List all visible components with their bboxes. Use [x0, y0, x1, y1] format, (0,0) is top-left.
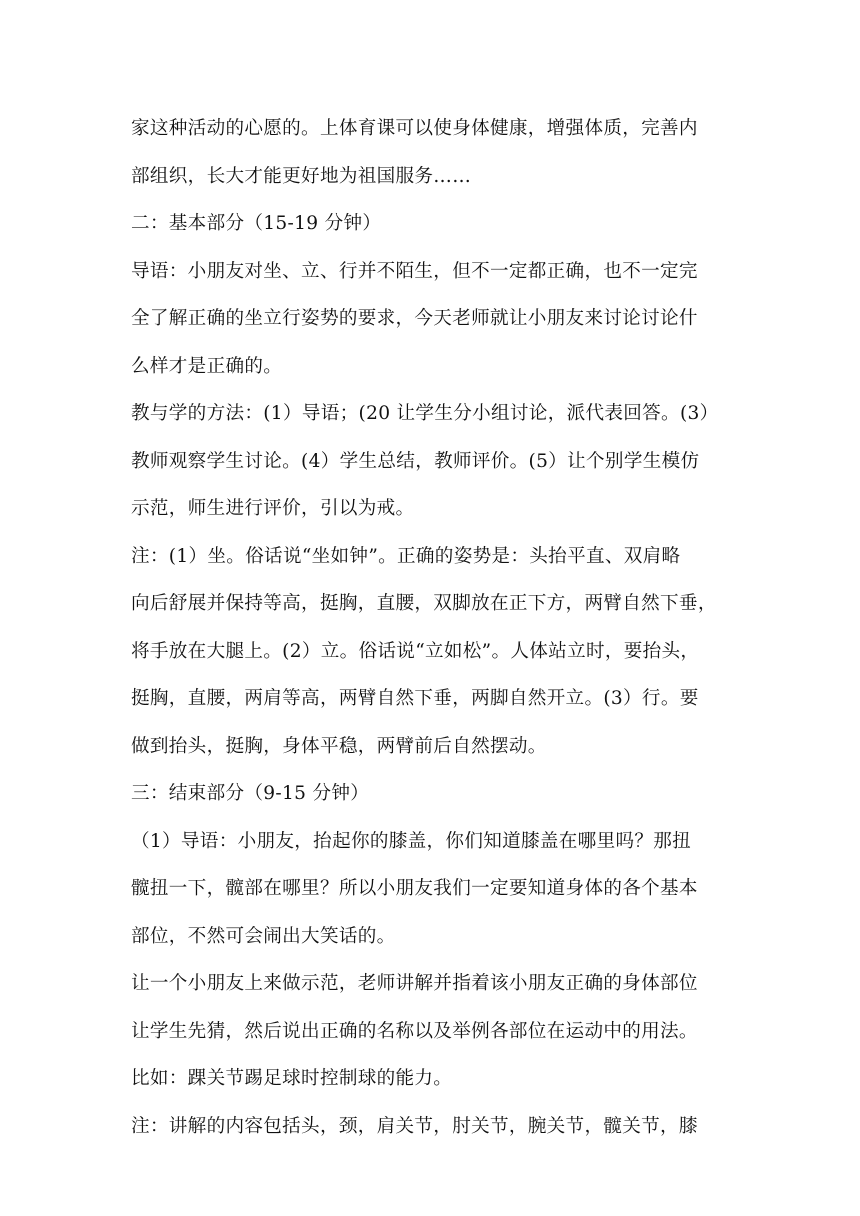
text-line: 部组织，长大才能更好地为祖国服务…… — [131, 165, 472, 187]
text-line: 注：(1）坐。俗话说“坐如钟”。正确的姿势是：头抬平直、双肩略 — [131, 545, 681, 567]
text-line: 挺胸，直腰，两肩等高，两臂自然下垂，两脚自然开立。(3）行。要 — [131, 688, 699, 709]
text-line: 家这种活动的心愿的。上体育课可以使身体健康，增强体质，完善内 — [131, 118, 698, 139]
text-line: 髋扭一下，髋部在哪里？所以小朋友我们一定要知道身体的各个基本 — [131, 878, 698, 899]
text-line: 部位，不然可会闹出大笑话的。 — [131, 925, 396, 947]
text-line: 让一个小朋友上来做示范，老师讲解并指着该小朋友正确的身体部位 — [131, 973, 698, 994]
section-heading: 二：基本部分（15-19 分钟） — [131, 213, 382, 234]
text-line: 让学生先猜，然后说出正确的名称以及举例各部位在运动中的用法。 — [131, 1020, 698, 1042]
text-line: 教师观察学生讨论。(4）学生总结，教师评价。(5）让个别学生模仿 — [131, 450, 700, 472]
text-line: 比如：踝关节踢足球时控制球的能力。 — [131, 1068, 453, 1089]
text-line: 将手放在大腿上。(2）立。俗话说“立如松”。人体站立时，要抬头， — [131, 640, 700, 662]
document-body — [131, 108, 731, 1148]
text-line: 导语：小朋友对坐、立、行并不陌生，但不一定都正确，也不一定完 — [131, 260, 698, 282]
text-line: 做到抬头，挺胸，身体平稳，两臂前后自然摆动。 — [131, 735, 547, 757]
text-line: 教与学的方法：(1）导语；(20 让学生分小组讨论，派代表回答。(3） — [131, 403, 719, 424]
text-line: 么样才是正确的。 — [131, 355, 283, 377]
section-heading: 三：结束部分（9-15 分钟） — [131, 783, 370, 804]
text-line: 全了解正确的坐立行姿势的要求，今天老师就让小朋友来讨论讨论什 — [131, 308, 698, 329]
text-line: 向后舒展并保持等高，挺胸，直腰，双脚放在正下方，两臂自然下垂， — [131, 593, 717, 614]
text-line: 注：讲解的内容包括头，颈，肩关节，肘关节，腕关节，髋关节，膝 — [131, 1115, 698, 1137]
text-line: 示范，师生进行评价，引以为戒。 — [131, 498, 415, 519]
text-line: （1）导语：小朋友，抬起你的膝盖，你们知道膝盖在哪里吗？那扭 — [131, 830, 692, 852]
